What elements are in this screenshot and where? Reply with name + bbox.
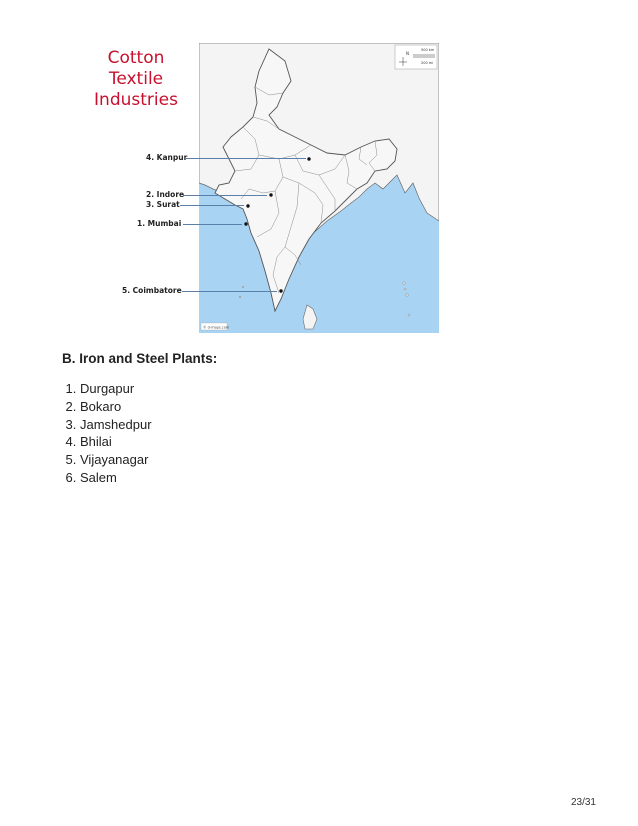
title-line-2: Textile (108, 69, 164, 89)
plant-list (62, 380, 152, 487)
list-item: 4. Bhilai (80, 433, 152, 451)
marker-coimbatore (279, 289, 282, 292)
marker-kanpur (307, 157, 310, 160)
label-mumbai: 1. Mumbai (137, 219, 182, 228)
marker-mumbai (244, 222, 247, 225)
list-item: 2. Bokaro (80, 398, 152, 416)
label-coimbatore: 5. Coimbatore (122, 286, 182, 295)
leader-coimbatore (182, 291, 277, 292)
leader-kanpur (186, 158, 306, 159)
leader-surat (180, 205, 244, 206)
label-kanpur: 4. Kanpur (146, 153, 188, 162)
label-surat: 3. Surat (146, 200, 180, 209)
label-indore: 2. Indore (146, 190, 185, 199)
map-credit: © d-maps.com (203, 325, 230, 330)
title-line-1: Cotton (107, 48, 165, 68)
scale-km-label: 500 km (421, 48, 435, 52)
section-heading: B. Iron and Steel Plants: (62, 351, 218, 366)
leader-indore (183, 195, 267, 196)
scale-mi-label: 200 mi (421, 61, 434, 65)
marker-surat (246, 204, 249, 207)
list-item: 3. Jamshedpur (80, 416, 152, 434)
marker-indore (269, 193, 272, 196)
page-number: 23/31 (570, 797, 596, 808)
slide-title (76, 48, 196, 111)
title-line-3: Industries (94, 90, 178, 110)
list-item: 6. Salem (80, 469, 152, 487)
list-item: 1. Durgapur (80, 380, 152, 398)
list-item: 5. Vijayanagar (80, 451, 152, 469)
india-map (199, 43, 439, 333)
svg-text:N: N (406, 51, 409, 56)
leader-mumbai (183, 224, 242, 225)
map-scale-box (395, 45, 437, 69)
